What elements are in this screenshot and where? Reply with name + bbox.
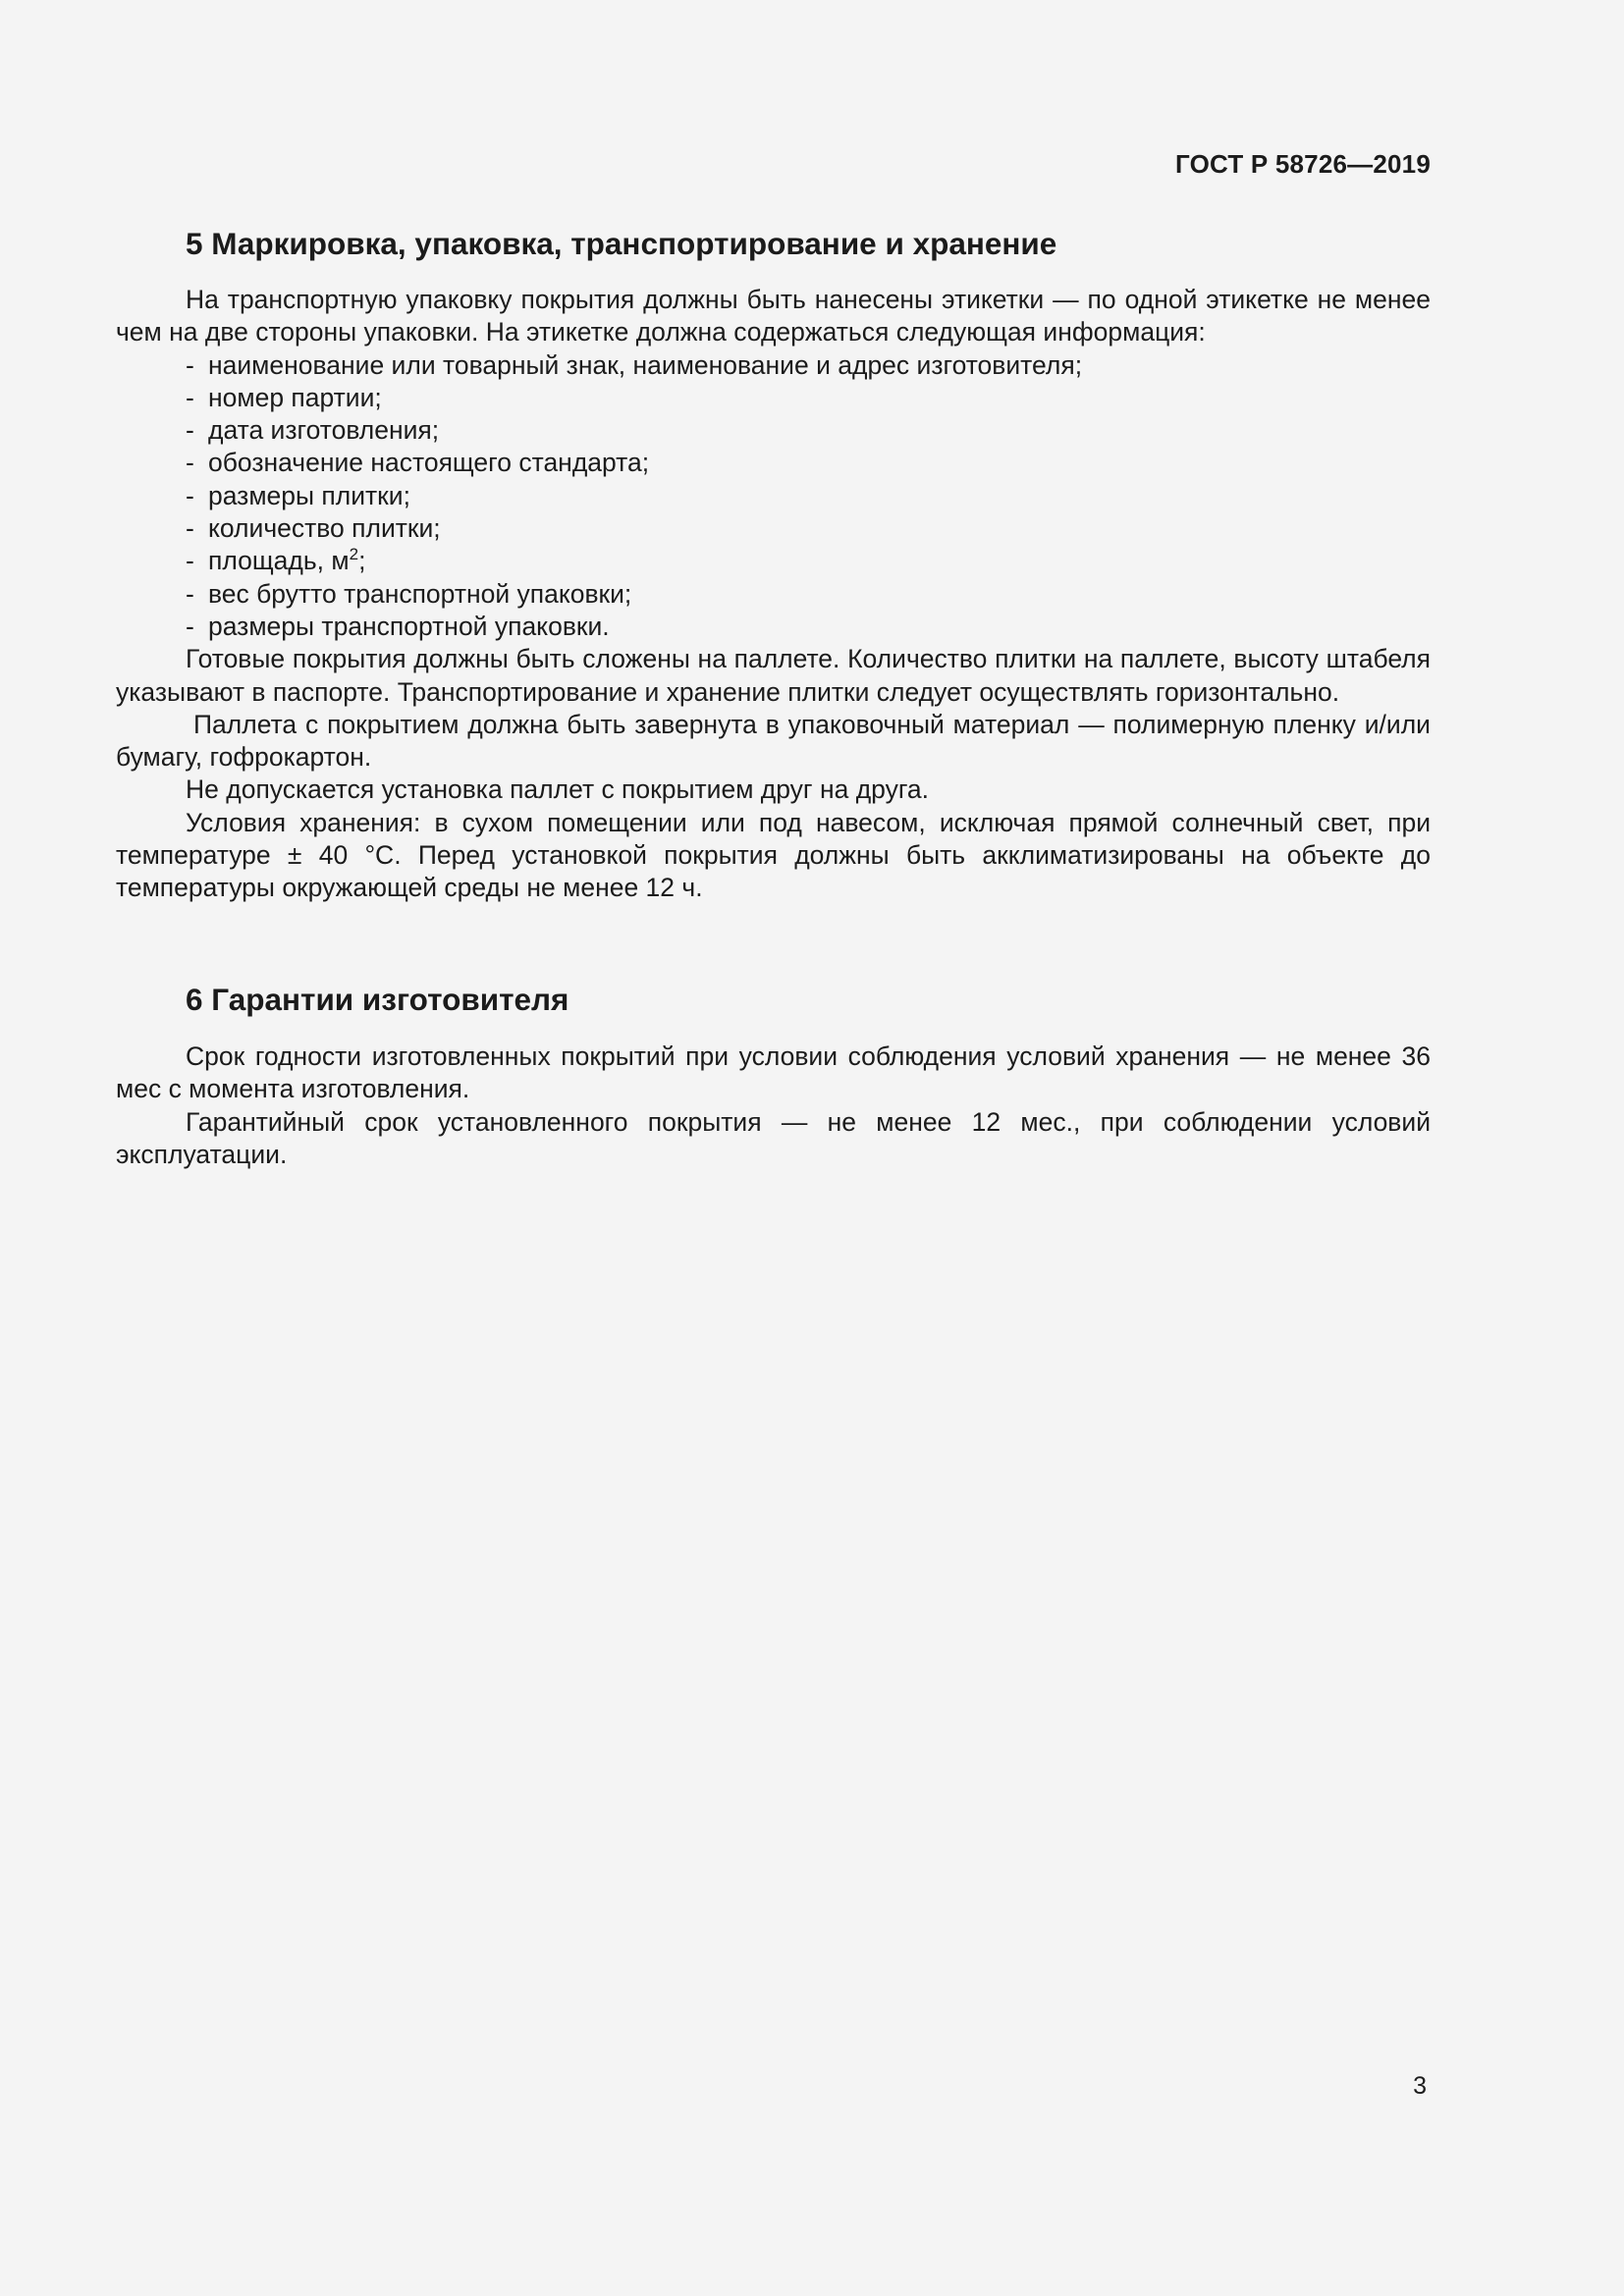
paragraph-shelf-life: Срок годности изготовленных покрытий при условии соблюдения условий хранения — не менее 36 мес с момента изготовления.: [116, 1041, 1431, 1104]
list-dash: -: [186, 611, 194, 641]
list-item-text: площадь, м: [208, 546, 350, 576]
paragraph-pallet-stacking: Не допускается установка паллет с покрытием друг на друга.: [186, 774, 930, 805]
list-item: [116, 447, 1431, 479]
list-item-text: обозначение настоящего стандарта;: [208, 448, 650, 478]
superscript: 2: [349, 545, 359, 564]
list-item-text: наименование или товарный знак, наименование и адрес изготовителя;: [208, 349, 1083, 380]
section-6-heading: 6 Гарантии изготовителя: [186, 982, 569, 1017]
list-item: [116, 578, 1431, 611]
section-5-heading: 5 Маркировка, упаковка, транспортирование и хранение: [186, 226, 1057, 261]
paragraph-warranty: Гарантийный срок установленного покрытия — не менее 12 мес., при соблюдении условий эксплуатации.: [116, 1106, 1431, 1169]
page-number: 3: [1413, 2072, 1427, 2100]
list-dash: -: [186, 349, 194, 380]
list-dash: -: [186, 448, 194, 478]
list-item-text: размеры транспортной упаковки.: [208, 611, 610, 641]
document-page: [116, 0, 1431, 2296]
paragraph-labels-intro: На транспортную упаковку покрытия должны быть нанесены этикетки — по одной этикетке не менее чем на две стороны упаковки. На этикетке должна содержаться следующая информация:: [116, 285, 1431, 347]
list-dash: -: [186, 513, 194, 544]
list-item: [116, 480, 1431, 512]
list-item: [116, 611, 1431, 643]
paragraph-pallet-wrap: Паллета с покрытием должна быть завернута в упаковочный материал — полимерную пленку и/или бумагу, гофрокартон.: [116, 709, 1431, 773]
paragraph-storage-conditions: Условия хранения: в сухом помещении или под навесом, исключая прямой солнечный свет, при температуре ± 40 °С. Перед установкой покрытия должны быть акклиматизированы на объекте до температуры окружающей среды не менее 12 ч.: [116, 807, 1431, 903]
list-dash: -: [186, 382, 194, 412]
list-item: [116, 382, 1431, 414]
list-item: [116, 349, 1431, 382]
list-item: [116, 545, 1431, 577]
section-5-body: [116, 284, 1431, 905]
list-dash: -: [186, 578, 194, 609]
list-item-text: вес брутто транспортной упаковки;: [208, 578, 632, 609]
list-dash: -: [186, 415, 194, 446]
label-info-list: [116, 349, 1431, 644]
list-item-text: дата изготовления;: [208, 415, 440, 446]
list-item: [116, 414, 1431, 447]
list-item-text: размеры плитки;: [208, 480, 410, 510]
list-dash: -: [186, 546, 194, 576]
list-item-text: количество плитки;: [208, 513, 441, 544]
list-item-text: номер партии;: [208, 382, 382, 412]
list-item: [116, 512, 1431, 545]
list-dash: -: [186, 480, 194, 510]
paragraph-pallet-count: Готовые покрытия должны быть сложены на паллете. Количество плитки на паллете, высоту штабеля указывают в паспорте. Транспортирование и хранение плитки следует осуществлять горизонтально.: [116, 644, 1431, 707]
list-item-tail: ;: [358, 546, 366, 576]
document-code: ГОСТ Р 58726—2019: [1175, 149, 1431, 179]
section-6-body: [116, 1041, 1431, 1171]
